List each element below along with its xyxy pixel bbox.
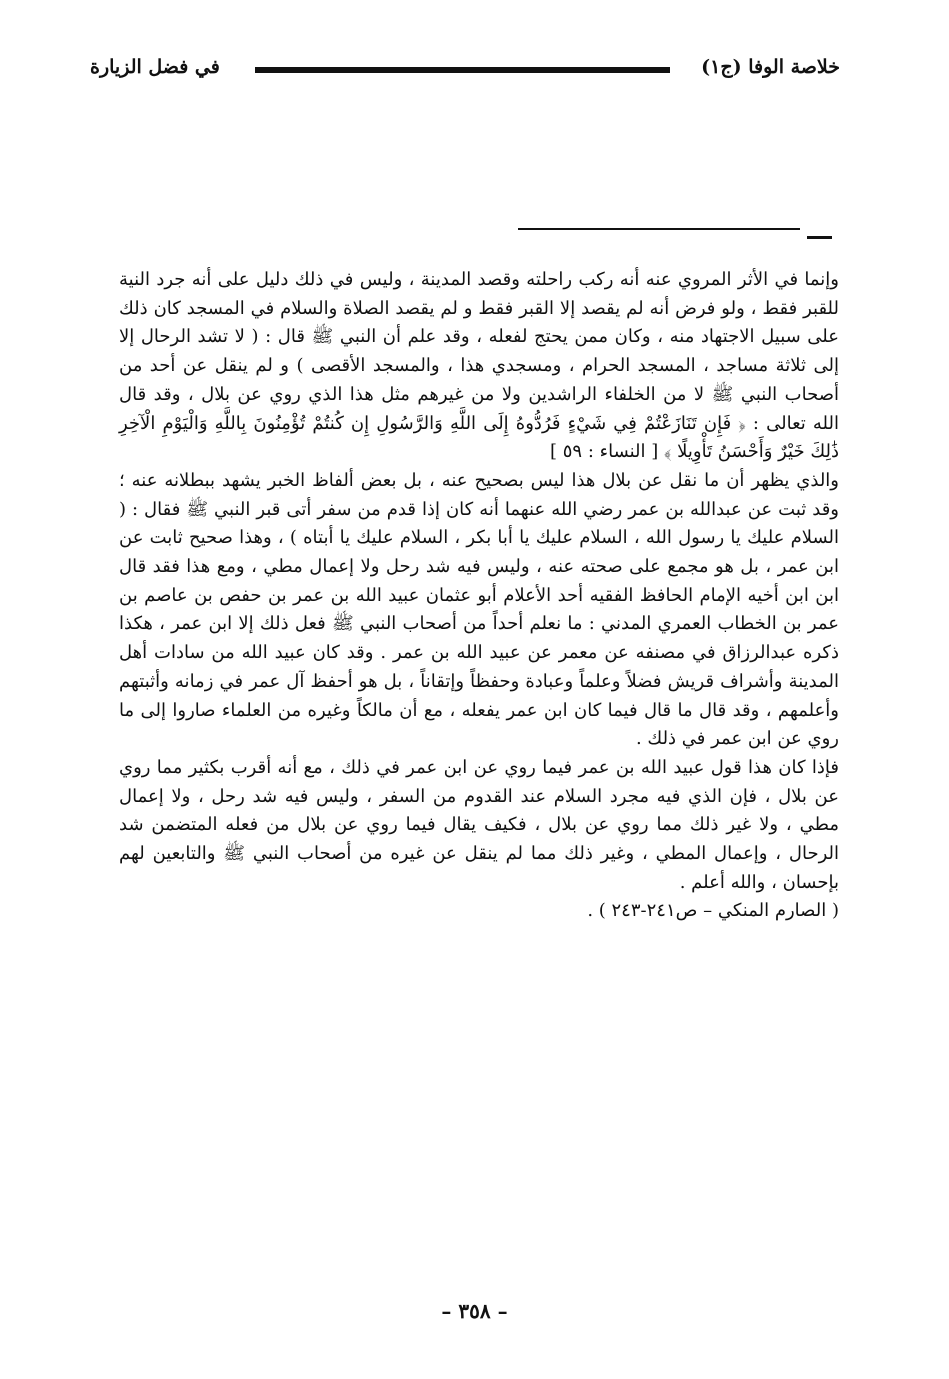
page-body [119, 266, 839, 926]
section-separator-line [518, 228, 800, 230]
header-book-title: خلاصة الوفا (ج١) [701, 56, 840, 78]
body-paragraph-1 [119, 266, 839, 467]
paragraph-text: وإنما في الأثر المروي عنه أنه ركب راحلته وقصد المدينة ، وليس في ذلك دليل على أنه جرد النية للقبر فقط ، ولو فرض أنه لم يقصد إلا القبر فقط و لم يقصد الصلاة والسلام في المسجد كان ذلك على سبيل الاجتهاد منه ، وكان ممن يحتج لفعله ، وقد علم أن النبي ﷺ قال : ( لا تشد الرحال إلا إلى ثلاثة مساجد ، المسجد الحرام ، ومسجدي هذا ، والمسجد الأقصى ) و لم ينقل عن أحد من أصحاب النبي ﷺ لا من الخلفاء الراشدين ولا من غيرهم مثل هذا الذي روي عن بلال ، وقد قال الله تعالى : [119, 269, 839, 434]
header-rule [255, 67, 670, 73]
running-header [90, 50, 840, 90]
page-number: – ٣٥٨ – [441, 1299, 508, 1323]
source-citation: ( الصارم المنكي – ص٢٤١-٢٤٣ ) . [587, 900, 839, 922]
header-chapter-title: في فضل الزيارة [90, 56, 220, 78]
body-paragraph-3: فإذا كان هذا قول عبيد الله بن عمر فيما روي عن ابن عمر في ذلك ، مع أنه أقرب بكثير مما روي عن بلال ، فإن الذي فيه مجرد السلام عند القدوم من السفر ، وليس فيه شد رحل ، ولا إعمال مطي ، ولا غير ذلك مما روي عن بلال ، فكيف يقال فيما روي عن بلال من فعله المتضمن شد الرحال ، وإعمال المطي ، وغير ذلك مما لم ينقل عن غيره من أصحاب النبي ﷺ والتابعين لهم بإحسان ، والله أعلم . [119, 756, 839, 893]
separator-mark [807, 236, 832, 239]
body-paragraph-2: والذي يظهر أن ما نقل عن بلال هذا ليس بصحيح عنه ، بل بعض ألفاظ الخبر يشهد ببطلانه عنه ؛ وقد ثبت عن عبدالله بن عمر رضي الله عنهما أنه كان إذا قدم من سفر أتى قبر النبي ﷺ فقال : ( السلام عليك يا رسول الله ، السلام عليك يا أبا بكر ، السلام عليك يا أبتاه ) ، وهذا صحيح ثابت عن ابن عمر ، بل هو مجمع على صحته عنه ، وليس فيه شد رحل ولا إعمال مطي ، ومع هذا فقد قال ابن ابن أخيه الإمام الحافظ الفقيه أحد الأعلام أبو عثمان عبيد الله بن عمر بن حفص بن عاصم بن عمر بن الخطاب العمري المدني : ما نعلم أحداً من أصحاب النبي ﷺ فعل ذلك إلا ابن عمر ، هكذا ذكره عبدالرزاق في مصنفه عن معمر عن عبيد الله بن عمر . وقد كان عبيد الله من سادات أهل المدينة وأشراف قريش فضلاً وعلماً وعبادة وحفظاً وإتقاناً ، بل هو أحفظ آل عمر في زمانه وأثبتهم وأعلمهم ، وقد قال ما قال فيما كان ابن عمر يفعله ، مع أن مالكاً وغيره من العلماء صاروا إلى ما روي عن ابن عمر في ذلك . [119, 469, 839, 750]
quran-reference: [ النساء : ٥٩ ] [550, 441, 659, 463]
quran-verse: ﴿ فَإِن تَنَازَعْتُمْ فِي شَيْءٍ فَرُدُّوهُ إِلَى اللَّهِ وَالرَّسُولِ إِن كُنتُمْ تُؤْمِنُونَ بِاللَّهِ وَالْيَوْمِ الْآخِرِ ذَٰلِكَ خَيْرٌ وَأَحْسَنُ تَأْوِيلًا ﴾ [119, 412, 839, 463]
